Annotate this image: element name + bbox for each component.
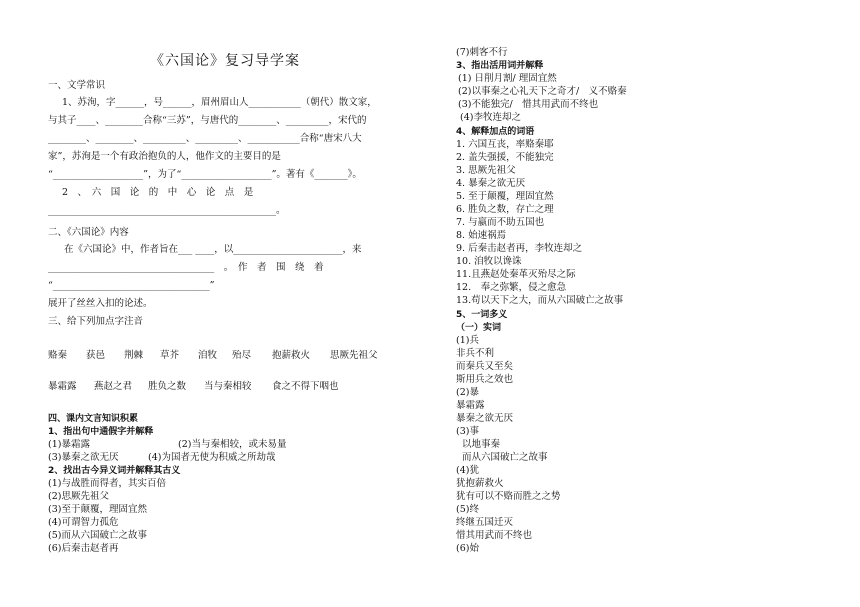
pinyin-word: 洎牧 [198,350,218,361]
pinyin-word: 获邑 [86,350,106,361]
item: (2)当与秦相较，或未易量 [178,439,287,450]
item: (7)刺客不行 [456,47,508,58]
item: (6)后秦击赵者再 [48,543,119,554]
item: 7. 与嬴而不助五国也 [456,217,545,228]
item: (4)犹 [456,465,479,476]
section-2-line-4: 展开了丝丝入扣的论述。 [48,298,153,309]
section-1-line-2: 与其子____、________合称“三苏”，与唐代的________、_________，宋代的 [48,115,367,126]
section-3-right-heading: 3、指出活用词并解释 [456,61,544,71]
item: (1)兵 [456,335,479,346]
item: 非兵不利 [456,348,495,359]
item: 暴秦之欲无厌 [456,413,514,424]
item: 3. 思厥先祖父 [456,165,516,176]
item: (1)暴霜露 [48,439,90,450]
pinyin-word: 燕赵之君 [94,381,133,392]
item: 斯用兵之效也 [456,374,514,385]
pinyin-word: 草芥 [160,350,180,361]
item: 暴霜露 [456,400,485,411]
section-1-line-3: ________、________、_________、_________、___________合称“唐宋八大 [48,133,362,144]
section-4-right-heading: 4、解释加点的词语 [456,127,535,137]
item: 13.苟以天下之大，而从六国破亡之故事 [456,295,624,306]
item: 惜其用武而不终也 [456,530,533,541]
item: 4. 暴秦之欲无厌 [456,178,526,189]
section-5-sub: （一）实词 [456,323,502,333]
item: (2)暴 [456,387,479,398]
item: 9. 后秦击赵者再，李牧连却之 [456,243,583,254]
item: (4)可谓智力孤危 [48,517,119,528]
item: 犹有可以不赂而胜之之势 [456,491,561,502]
item: (3)至于颠覆，理固宜然 [48,504,147,515]
item: 犹抱薪救火 [456,478,504,489]
item: 5. 至于颠覆，理固宜然 [456,191,554,202]
pinyin-word: 抱薪救火 [272,350,311,361]
item: (5)而从六国破亡之故事 [48,530,147,541]
section-1-line-7: ________________________________________________。 [48,205,286,216]
section-4-heading: 四、课内文言知识积累 [48,414,139,424]
pinyin-word: 食之不得下咽也 [272,381,339,392]
item: 8. 始速祸焉 [456,230,507,241]
pinyin-word: 赂秦 [48,350,68,361]
item: (3)暴秦之欲无厌 [48,452,119,463]
section-1-heading: 一、文学常识 [48,80,106,91]
item: (2)以事秦之心礼天下之奇才/ 义不赂秦 [458,86,627,97]
section-1-line-6: 2 、 六 国 论 的 中 心 论 点 是 [62,187,254,198]
item: (4)李牧连却之 [460,112,521,123]
item: (6)始 [456,543,479,554]
pinyin-word: 殆尽 [232,350,252,361]
section-1-line-5: “___________________”，为了“___________________”。著有《_______》。 [48,169,362,180]
item: (3)不能独完/ 惜其用武而不终也 [458,99,599,110]
item: (1) 日削月割/ 理固宜然 [458,73,557,84]
section-2-line-3: “_________________________________” [48,280,215,291]
item: 12. 奉之弥繁，侵之愈急 [456,282,567,293]
section-4-sub-2: 2、找出古今异义词并解释其古义 [48,466,181,476]
section-2-heading: 二、《六国论》内容 [48,227,129,238]
pinyin-word: 暴霜露 [48,381,77,392]
item: 终继五国迁灭 [456,517,514,528]
item: 而从六国破亡之故事 [462,452,548,463]
section-3-heading: 三、给下列加点字注音 [48,316,144,327]
pinyin-word: 荆棘 [124,350,144,361]
item: (3)事 [456,426,479,437]
section-2-line-2: ___________________________________ 。 作 者 围 绕 着 [48,262,324,273]
item: (2)思厥先祖父 [48,491,109,502]
item: 2. 盖失强援，不能独完 [456,152,554,163]
item: 10. 洎牧以谗诛 [456,256,522,267]
section-5-heading: 5、一词多义 [456,310,508,320]
section-1-line-1: 1、苏洵，字______，号______，眉州眉山人___________（朝代）散文家， [62,97,377,108]
item: (4)为国者无使为积威之所劫哉 [148,452,276,463]
page-title: 《六国论》复习导学案 [150,53,300,69]
section-2-line-1: 在《六国论》中，作者旨在___ ____，以_______________________，来 [64,244,362,255]
item: (1)与战胜而得者，其实百倍 [48,478,166,489]
pinyin-word: 当与秦相较 [204,381,252,392]
item: (5)终 [456,504,479,515]
pinyin-word: 胜负之数 [148,381,187,392]
item: 1. 六国互丧，率赂秦耶 [456,139,554,150]
item: 而秦兵又至矣 [456,361,514,372]
section-4-sub-1: 1、指出句中通假字并解释 [48,427,154,437]
section-1-line-4: 家”，苏洵是一个有政治抱负的人，他作文的主要目的是 [48,151,281,162]
pinyin-word: 思厥先祖父 [330,350,378,361]
item: 6. 胜负之数，存亡之理 [456,204,554,215]
item: 11.且燕赵处秦革灭殆尽之际 [456,269,576,280]
item: 以地事秦 [462,439,501,450]
